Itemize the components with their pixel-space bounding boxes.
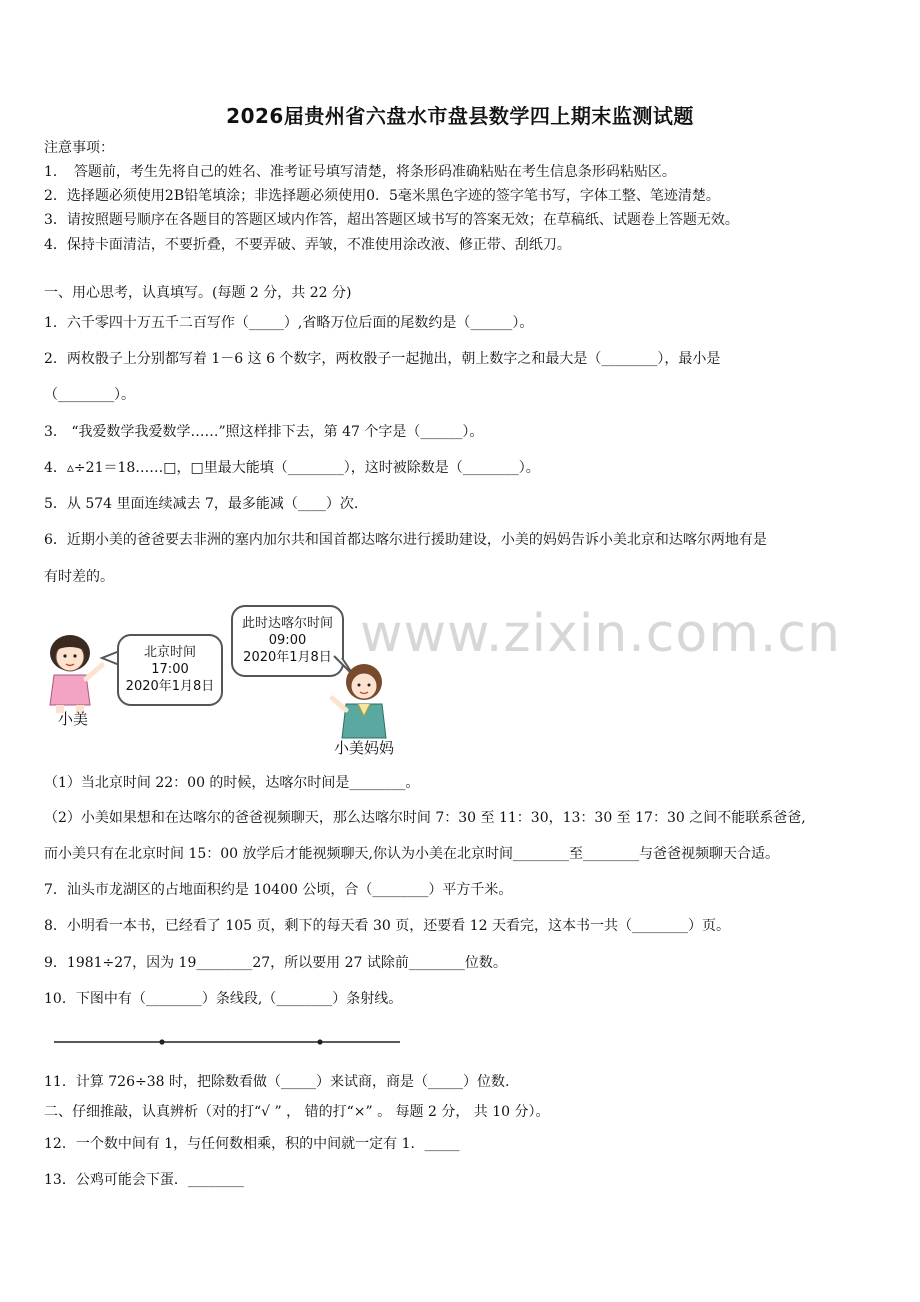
girl-illustration [40, 625, 120, 715]
beijing-time-bubble [117, 634, 223, 706]
notice-item-4: 4．保持卡面清洁，不要折叠，不要弄破、弄皱，不准使用涂改液、修正带、刮纸刀。 [44, 237, 571, 253]
question-1: 1．六千零四十万五千二百写作（_____）,省略万位后面的尾数约是（______）。 [44, 315, 534, 331]
bubble-right-line-1: 此时达喀尔时间 [241, 616, 333, 631]
question-6-line-2: 有时差的。 [44, 569, 114, 585]
question-10: 10．下图中有（________）条线段,（________）条射线。 [44, 991, 403, 1007]
notice-item-3: 3．请按照题号顺序在各题目的答题区域内作答，超出答题区域书写的答案无效；在草稿纸、试题卷上答题无效。 [44, 212, 739, 228]
bubble-left-line-1: 北京时间 [143, 645, 196, 660]
question-4: 4．▵÷21＝18……□，□里最大能填（________），这时被除数是（________）。 [44, 460, 540, 476]
question-6-line-1: 6．近期小美的爸爸要去非洲的塞内加尔共和国首都达喀尔进行援助建设，小美的妈妈告诉小美北京和达喀尔两地有是 [44, 532, 767, 548]
page-title: 2026届贵州省六盘水市盘县数学四上期末监测试题 [226, 104, 694, 128]
section-1-heading: 一、用心思考，认真填写。(每题 2 分，共 22 分) [44, 285, 352, 301]
question-2-line-1: 2．两枚骰子上分别都写着 1－6 这 6 个数字，两枚骰子一起抛出，朝上数字之和最大是（________），最小是 [44, 351, 721, 367]
question-6-part-2-line-2: 而小美只有在北京时间 15：00 放学后才能视频聊天,你认为小美在北京时间________至________与爸爸视频聊天合适。 [44, 846, 779, 862]
question-6-part-2-line-1: （2）小美如果想和在达喀尔的爸爸视频聊天，那么达喀尔时间 7：30 至 11：30，13：30 至 17：30 之间不能联系爸爸, [44, 810, 806, 826]
bubble-left-line-3: 2020年1月8日 [125, 679, 215, 694]
question-5: 5．从 574 里面连续减去 7，最多能减（____）次. [44, 496, 359, 512]
bubble-right-line-3: 2020年1月8日 [243, 650, 332, 665]
question-9: 9．1981÷27，因为 19________27，所以要用 27 试除前________位数。 [44, 955, 507, 971]
mother-name-label: 小美妈妈 [334, 739, 395, 757]
question-8: 8．小明看一本书，已经看了 105 页，剩下的每天看 30 页，还要看 12 天看完，这本书一共（________）页。 [44, 918, 730, 934]
question-13: 13．公鸡可能会下蛋．________ [44, 1172, 244, 1188]
question-11: 11．计算 726÷38 时，把除数看做（_____）来试商，商是（_____）位数. [44, 1074, 510, 1090]
section-2-heading: 二、仔细推敲，认真辨析（对的打“√ ” ， 错的打“×” 。 每题 2 分， 共 10 分）。 [44, 1104, 550, 1120]
notice-heading: 注意事项： [44, 140, 114, 156]
bubble-right-line-2: 09:00 [268, 633, 307, 648]
question-6-part-1: （1）当北京时间 22：00 的时候，达喀尔时间是________。 [44, 775, 420, 791]
notice-item-1: 1． 答题前，考生先将自己的姓名、准考证号填写清楚，将条形码准确粘贴在考生信息条形码粘贴区。 [44, 164, 676, 180]
question-12: 12．一个数中间有 1，与任何数相乘，积的中间就一定有 1．_____ [44, 1136, 460, 1152]
question-7: 7．汕头市龙湖区的占地面积约是 10400 公顷，合（________）平方千米。 [44, 882, 513, 898]
question-2-line-2: （________）。 [44, 387, 135, 403]
line-segment-figure [52, 1036, 404, 1048]
girl-name-label: 小美 [58, 710, 89, 728]
question-3: 3． “我爱数学我爱数学……”照这样排下去，第 47 个字是（______）。 [44, 424, 484, 440]
mother-illustration [320, 660, 400, 740]
notice-item-2: 2．选择题必须使用2B铅笔填涂；非选择题必须使用0．5毫米黑色字迹的签字笔书写，字体工整、笔迹清楚。 [44, 188, 720, 204]
watermark: www.zixin.com.cn [360, 604, 841, 664]
bubble-left-line-2: 17:00 [151, 662, 189, 677]
